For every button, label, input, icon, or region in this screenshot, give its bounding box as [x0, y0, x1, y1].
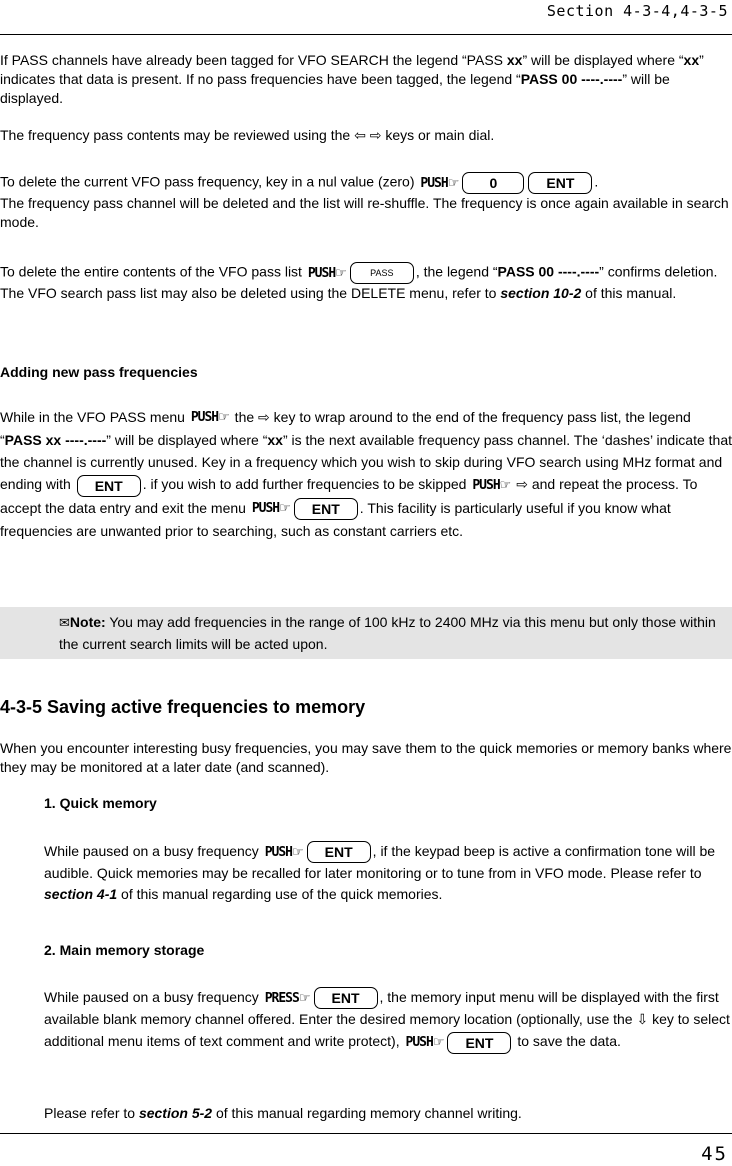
note-text: ✉Note: You may add frequencies in the range of 100 kHz to 2400 MHz via this menu but only those within the current search limits will be acted upon.	[59, 614, 716, 652]
paragraph-quick-memory: While paused on a busy frequency PUSH☞ ENT , if the keypad beep is active a confirmation tone will be audible. Quick memories may be recalled for later monitoring or to tune from in VFO mode. Please refer to section 4-1 of this manual regarding use of the quick memories.	[44, 843, 716, 903]
push-icon: PUSH☞	[190, 410, 229, 426]
ent-key: ENT	[314, 987, 378, 1009]
right-arrow-icon: ⇨	[369, 128, 382, 144]
hand-icon: ☞	[298, 990, 310, 1006]
push-icon: PUSH☞	[307, 265, 346, 281]
hand-icon: ☞	[292, 844, 303, 860]
hand-icon: ☞	[447, 175, 459, 191]
paragraph-pass-tagged: If PASS channels have already been tagged for VFO SEARCH the legend “PASS xx” will be displayed where “xx” indicates that data is present. If no pass frequencies have been tagged, the legend “PASS 00 ----.----” will be displayed.	[0, 52, 704, 106]
push-icon: PUSH☞	[405, 1035, 444, 1051]
ent-key: ENT	[447, 1032, 511, 1054]
section-ref: section 4-1	[44, 886, 118, 903]
press-icon: PRESS☞	[264, 990, 310, 1006]
push-icon: PUSH☞	[264, 844, 303, 860]
paragraph-review: The frequency pass contents may be reviewed using the ⇦ ⇨ keys or main dial.	[0, 127, 495, 144]
paragraph-delete-all: To delete the entire contents of the VFO pass list PUSH☞ PASS , the legend “PASS 00 ----.----” confirms deletion. The VFO search pass list may also be deleted using the DELETE menu, refer to section 10-2 of this manual.	[0, 263, 718, 301]
right-arrow-icon: ⇨	[516, 477, 528, 494]
down-arrow-icon: ⇩	[636, 1012, 649, 1029]
hand-icon: ☞	[499, 477, 511, 493]
page-number: 45	[701, 1143, 728, 1165]
ent-key: ENT	[528, 172, 592, 194]
paragraph-adding: While in the VFO PASS menu PUSH☞ the ⇨ key to wrap around to the end of the frequency pass list, the legend “PASS xx ----.----” will be displayed where “xx” is the next available frequency pass channel. The ‘dashes’ indicate that the channel is currently unused. Key in a frequency which you wish to skip during VFO search using MHz format and ending with ENT . if you wish to add further frequencies to be skipped PUSH☞ ⇨ and repeat the process. To accept the data entry and exit the menu PUSH☞ ENT . This facility is particularly useful if you know what frequencies are unwanted prior to searching, such as constant carriers etc.	[0, 409, 732, 539]
push-icon: PUSH☞	[472, 477, 511, 493]
heading-section-435: 4-3-5 Saving active frequencies to memory	[0, 697, 366, 717]
left-arrow-icon: ⇦	[354, 128, 366, 144]
section-ref: section 5-2	[138, 1105, 213, 1121]
ent-key: ENT	[77, 475, 141, 497]
push-icon: PUSH☞	[251, 500, 290, 516]
note-icon: ✉	[59, 616, 70, 631]
hand-icon: ☞	[432, 1035, 444, 1051]
subheading-quick-memory: 1. Quick memory	[44, 795, 157, 811]
zero-key: 0	[462, 172, 524, 194]
hand-icon: ☞	[218, 410, 229, 426]
heading-adding: Adding new pass frequencies	[0, 364, 198, 380]
paragraph-refer: Please refer to section 5-2 of this manual regarding memory channel writing.	[44, 1105, 522, 1121]
paragraph-intro-435: When you encounter interesting busy frequencies, you may save them to the quick memories or memory banks where they may be monitored at a later date (and scanned).	[0, 740, 732, 775]
header-rule	[0, 34, 732, 35]
section-header: Section 4-3-4,4-3-5	[546, 2, 728, 20]
push-icon: PUSH☞	[420, 175, 459, 191]
pass-key: PASS	[350, 262, 414, 284]
paragraph-main-memory: While paused on a busy frequency PRESS☞ ENT , the memory input menu will be displayed with the first available blank memory channel offered. Enter the desired memory location (optionally, use the ⇩ key to select additional menu items of text comment and write protect), PUSH☞ ENT to save the data.	[44, 987, 730, 1054]
footer-rule	[0, 1133, 732, 1134]
section-ref: section 10-2	[500, 285, 582, 301]
hand-icon: ☞	[335, 265, 346, 281]
paragraph-delete-current: To delete the current VFO pass frequency, key in a nul value (zero) PUSH☞ 0 ENT . The frequency pass channel will be deleted and the list will re-shuffle. The frequency is once again available in search mode.	[0, 173, 729, 230]
ent-key: ENT	[294, 498, 358, 520]
subheading-main-memory: 2. Main memory storage	[44, 942, 205, 958]
right-arrow-icon: ⇨	[258, 410, 270, 426]
hand-icon: ☞	[279, 500, 290, 516]
ent-key: ENT	[307, 841, 371, 863]
